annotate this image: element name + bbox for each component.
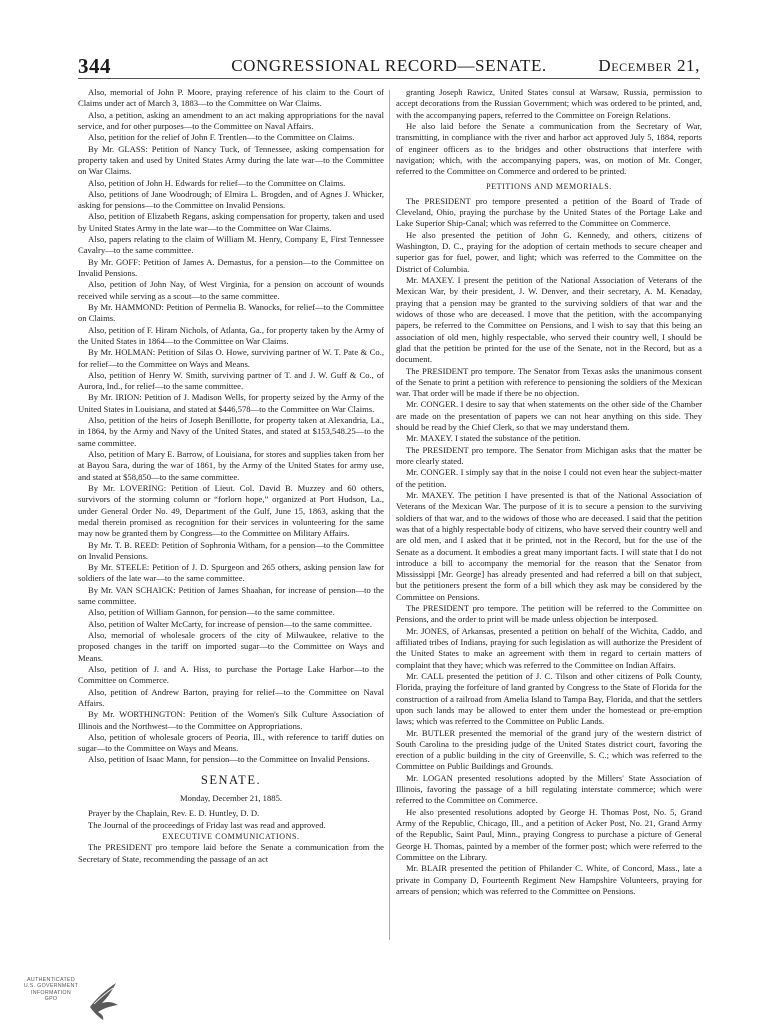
- paragraph: By Mr. WORTHINGTON: Petition of the Women's Silk Culture Association of Illinois and the Northwest—to the Committee on Appropriations.: [78, 709, 384, 731]
- petitions-heading: PETITIONS AND MEMORIALS.: [486, 181, 612, 191]
- paragraph: He also presented the petition of John G. Kennedy, and others, citizens of Washington, D. C., praying for the adoption of certain methods to secure cheaper and superior gas for fuel, power, and light; which was referred to the Committee on the District of Columbia.: [396, 229, 702, 274]
- paragraph: Mr. CALL presented the petition of J. C. Tilson and other citizens of Polk County, Florida, praying the forfeiture of land granted by Congress to the State of Florida for the construction of a railroad from Amelia Island to Tampa Bay, Florida, and that the settlers upon such lands may be allowed to enter them under the homestead or pre-emption laws; which was referred to the Committee on Public Lands.: [396, 670, 702, 727]
- journal-line: The Journal of the proceedings of Friday last was read and approved.: [88, 819, 326, 830]
- authenticated-gpo-logo: [12, 977, 122, 1021]
- paragraph: Mr. BLAIR presented the petition of Philander C. White, of Concord, Mass., late a private in Company D, Fourteenth Regiment New Hampshire Volunteers, praying for arrears of pension; which was referred to the Committee on Pensions.: [396, 863, 702, 896]
- paragraph: Also, memorial of wholesale grocers of the city of Milwaukee, relative to the proposed changes in the tariff on imported sugar—to the Committee on Ways and Means.: [78, 630, 384, 663]
- right-bottom-paragraphs: [396, 196, 702, 897]
- auth-line: GPO: [44, 996, 58, 1003]
- paragraph: Also, petition of J. and A. Hiss, to purchase the Portage Lake Harbor—to the Committee on Commerce.: [78, 663, 384, 686]
- page-title: CONGRESSIONAL RECORD—SENATE.: [231, 56, 547, 75]
- header-rule: [78, 78, 700, 79]
- paragraph: Also, petition of F. Hiram Nichols, of Atlanta, Ga., for property taken by the Army of the United States in 1864—to the Committee on War Claims.: [78, 324, 384, 346]
- paragraph: Also, papers relating to the claim of William M. Henry, Company E, First Tennessee Cavalry—to the same committee.: [78, 234, 384, 256]
- paragraph: By Mr. HAMMOND: Petition of Permelia B. Wanocks, for relief—to the Committee on Claims.: [78, 301, 384, 324]
- paragraph: Mr. CONGER. I simply say that in the noise I could not even hear the subject-matter of the petition.: [396, 467, 702, 489]
- paragraph: Also, memorial of John P. Moore, praying reference of his claim to the Court of Claims under act of March 3, 1883—to the Committee on War Claims.: [78, 87, 384, 109]
- right-top-paragraphs: [396, 87, 702, 178]
- paragraph: Also, petition of wholesale grocers of Peoria, Ill., with reference to tariff duties on sugar—to the Committee on Ways and Means.: [78, 731, 384, 754]
- paragraph: Also, petition of Elizabeth Regans, asking compensation for property, taken and used by United States Army in the late war—to the Committee on War Claims.: [78, 211, 384, 233]
- paragraph: He also presented resolutions adopted by George H. Thomas Post, No. 5, Grand Army of the Republic, Chicago, Ill., and a petition of Acker Post, No. 21, Grand Army of the Republic, Saint Paul, Minn., praying Congress to purchase a picture of General George H. Thomas, painted by a member of the former post; which were referred to the Committee on the Library.: [396, 806, 702, 862]
- right-column: [396, 87, 702, 947]
- paragraph: By Mr. IRION: Petition of J. Madison Wells, for property seized by the Army of the United States in Louisiana, and stated at $446,578—to the Committee on War Claims.: [78, 392, 384, 414]
- session-date: Monday, December 21, 1885.: [179, 793, 283, 804]
- paragraph: By Mr. GLASS: Petition of Nancy Tuck, of Tennessee, asking compensation for property taken and used by United States Army during the late war—to the Committee on War Claims.: [78, 143, 384, 177]
- paragraph: By Mr. VAN SCHAICK: Petition of James Shaahan, for increase of pension—to the same committee.: [78, 584, 384, 607]
- auth-text: [12, 977, 90, 1003]
- paragraph: Also, petitions of Jane Woodrough; of Elmira L. Brogden, and of Agnes J. Whicker, asking for pensions—to the Committee on Invalid Pensions.: [78, 188, 384, 211]
- paragraph: Also, a petition, asking an amendment to an act making appropriations for the naval service, and for other purposes—to the Committee on Naval Affairs.: [78, 109, 384, 131]
- paragraph: Also, petition of the heirs of Joseph Benillotte, for property taken at Alexandria, La., in 1864, by the Army and Navy of the United States, and stated at $153,548.25—to the same committee.: [78, 415, 384, 448]
- exec-heading: EXECUTIVE COMMUNICATIONS.: [162, 832, 300, 841]
- left-paragraphs: [78, 87, 384, 766]
- paragraph: Mr. BUTLER presented the memorial of the grand jury of the western district of South Carolina to the presiding judge of the United States district court, favoring the erection of a public building in the city of Greenville, S. C.; which was referred to the Committee on Public Buildings and Grounds.: [396, 727, 702, 772]
- exec-text: The PRESIDENT pro tempore laid before the Senate a communication from the Secretary of State, recommending the passage of an act: [78, 842, 384, 864]
- auth-line: INFORMATION: [31, 989, 71, 996]
- paragraph: By Mr. STEELE: Petition of J. D. Spurgeon and 265 others, asking pension law for soldiers of the late war—to the same committee.: [78, 562, 384, 584]
- paragraph: Also, petition for the relief of John F. Trentlen—to the Committee on Claims.: [88, 132, 355, 143]
- paragraph: Also, petition of Andrew Barton, praying for relief—to the Committee on Naval Affairs.: [78, 686, 384, 708]
- paragraph: Also, petition of Walter McCarty, for increase of pension—to the same committee.: [88, 618, 373, 629]
- paragraph: Mr. LOGAN presented resolutions adopted by the Millers' State Association of Illinois, favoring the passage of a bill regulating interstate commerce; which were referred to the Committee on Commerce.: [396, 772, 702, 806]
- paragraph: Mr. MAXEY. I stated the substance of the petition.: [406, 433, 581, 444]
- paragraph: Mr. CONGER. I desire to say that when statements on the other side of the Chamber are made on the presentation of papers we can not hear anything on this side. They should be read by the Chief Clerk, so that we may understand them.: [396, 399, 702, 433]
- paragraph: The PRESIDENT pro tempore. The petition will be referred to the Committee on Pensions, and the order to print will be made unless objection be interposed.: [396, 603, 702, 625]
- prayer-line: Prayer by the Chaplain, Rev. E. D. Huntley, D. D.: [88, 808, 260, 819]
- paragraph: The PRESIDENT pro tempore. The Senator from Texas asks the unanimous consent of the Senate to print a petition with reference to pensioning the soldiers of the Mexican war. That order will be made if there be no objection.: [396, 365, 702, 399]
- paragraph: By Mr. T. B. REED: Petition of Sophronia Witham, for a pension—to the Committee on Invalid Pensions.: [78, 539, 384, 561]
- paragraph: granting Joseph Rawicz, United States consul at Warsaw, Russia, permission to accept decorations from the Russian Government; which was ordered to be printed, and, with the accompanying papers, referred to the Committee on Foreign Relations.: [396, 87, 702, 120]
- left-column: [78, 87, 384, 947]
- paragraph: Also, petition of Henry W. Smith, surviving partner of T. and J. W. Guff & Co., of Aurora, Ind., for relief—to the same committee.: [78, 369, 384, 392]
- page-number: 344: [78, 54, 111, 78]
- senate-heading: SENATE.: [200, 772, 262, 787]
- paragraph: The PRESIDENT pro tempore presented a petition of the Board of Trade of Cleveland, Ohio, praying the purchase by the United States of the Portage Lake and Lake Superior Ship-Canal; which was referred to the Committee on Commerce.: [396, 195, 702, 229]
- paragraph: Also, petition of John Nay, of West Virginia, for a pension on account of wounds received while serving as a scout—to the same committee.: [78, 279, 384, 301]
- paragraph: He also laid before the Senate a communication from the Secretary of War, transmitting, in compliance with the river and harbor act approved July 5, 1884, reports of engineer officers as to the bridges and other obstructions that interfere with navigation; which, with the accompanying papers, was, on motion of Mr. Conger, referred to the Committee on Commerce and ordered to be printed.: [396, 120, 702, 177]
- paragraph: Also, petition of John H. Edwards for relief—to the Committee on Claims.: [88, 177, 346, 188]
- page-date: December 21,: [598, 56, 700, 75]
- paragraph: The PRESIDENT pro tempore. The Senator from Michigan asks that the matter be more clearly stated.: [396, 444, 702, 466]
- paragraph: Also, petition of Isaac Mann, for pension—to the Committee on Invalid Pensions.: [88, 754, 370, 765]
- column-divider: [389, 90, 390, 940]
- paragraph: By Mr. LOVERING: Petition of Lieut. Col. David B. Muzzey and 60 others, survivors of the storming column or “forlorn hope,” organized at Port Hudson, La., under General Order No. 49, Department of the Gulf, June 15, 1863, asking that the medal therein promised as recognition for their services in volunteering for the same may now be granted them by Congress—to the Committee on Military Affairs.: [78, 482, 384, 539]
- eagle-icon: [86, 977, 122, 1021]
- paragraph: Mr. JONES, of Arkansas, presented a petition on behalf of the Wichita, Caddo, and affiliated tribes of Indians, praying for such legislation as will authorize the President of the United States to make an agreement with them in regard to certain matters of complaint that they have; which was referred to the Committee on Indian Affairs.: [396, 625, 702, 670]
- paragraph: Mr. MAXEY. The petition I have presented is that of the National Association of Veterans of the Mexican War. The purpose of it is to secure a pension to the surviving soldiers of that war, and to the widows of those who are deceased. I said that the petition was that of a highly respectable body of citizens, who have served their country well and are old men, and I asked that it be printed, not in the Record, but for the use of the Senate as a document. It embodies a great many important facts. I will state that I do not introduce a bill to accompany the memorial for the reason that the Senator from Mississippi [Mr. George] has already presented and had referred a bill on that subject, but the petitioners present the form of a bill which they ask may be considered by the Committee on Pensions.: [396, 489, 702, 602]
- paragraph: Also, petition of Mary E. Barrow, of Louisiana, for stores and supplies taken from her at Bayou Sara, during the war of 1861, by the Army of the United States for army use, and stated at $58,850—to the same committee.: [78, 449, 384, 482]
- auth-line: U.S. GOVERNMENT: [23, 983, 79, 990]
- paragraph: By Mr. HOLMAN: Petition of Silas O. Howe, surviving partner of W. T. Pate & Co., for relief—to the Committee on Ways and Means.: [78, 347, 384, 369]
- paragraph: Mr. MAXEY. I present the petition of the National Association of Veterans of the Mexican War, by their president, J. W. Denver, and their secretary, A. M. Kenaday, praying that a pension may be granted to the surviving soldiers of that war and the widows of those who are deceased. I move that the petition, with the accompanying papers, be referred to the Committee on Pensions, and I wish to say that this being an association of old men, highly respectable, who served their country well, I should be glad that the petition be printed for the use of the Senate, not in the Record, but as a document.: [396, 275, 702, 365]
- paragraph: By Mr. GOFF: Petition of James A. Demastus, for a pension—to the Committee on Invalid Pensions.: [78, 256, 384, 278]
- paragraph: Also, petition of William Gannon, for pension—to the same committee.: [88, 607, 335, 618]
- auth-line: AUTHENTICATED: [27, 977, 75, 983]
